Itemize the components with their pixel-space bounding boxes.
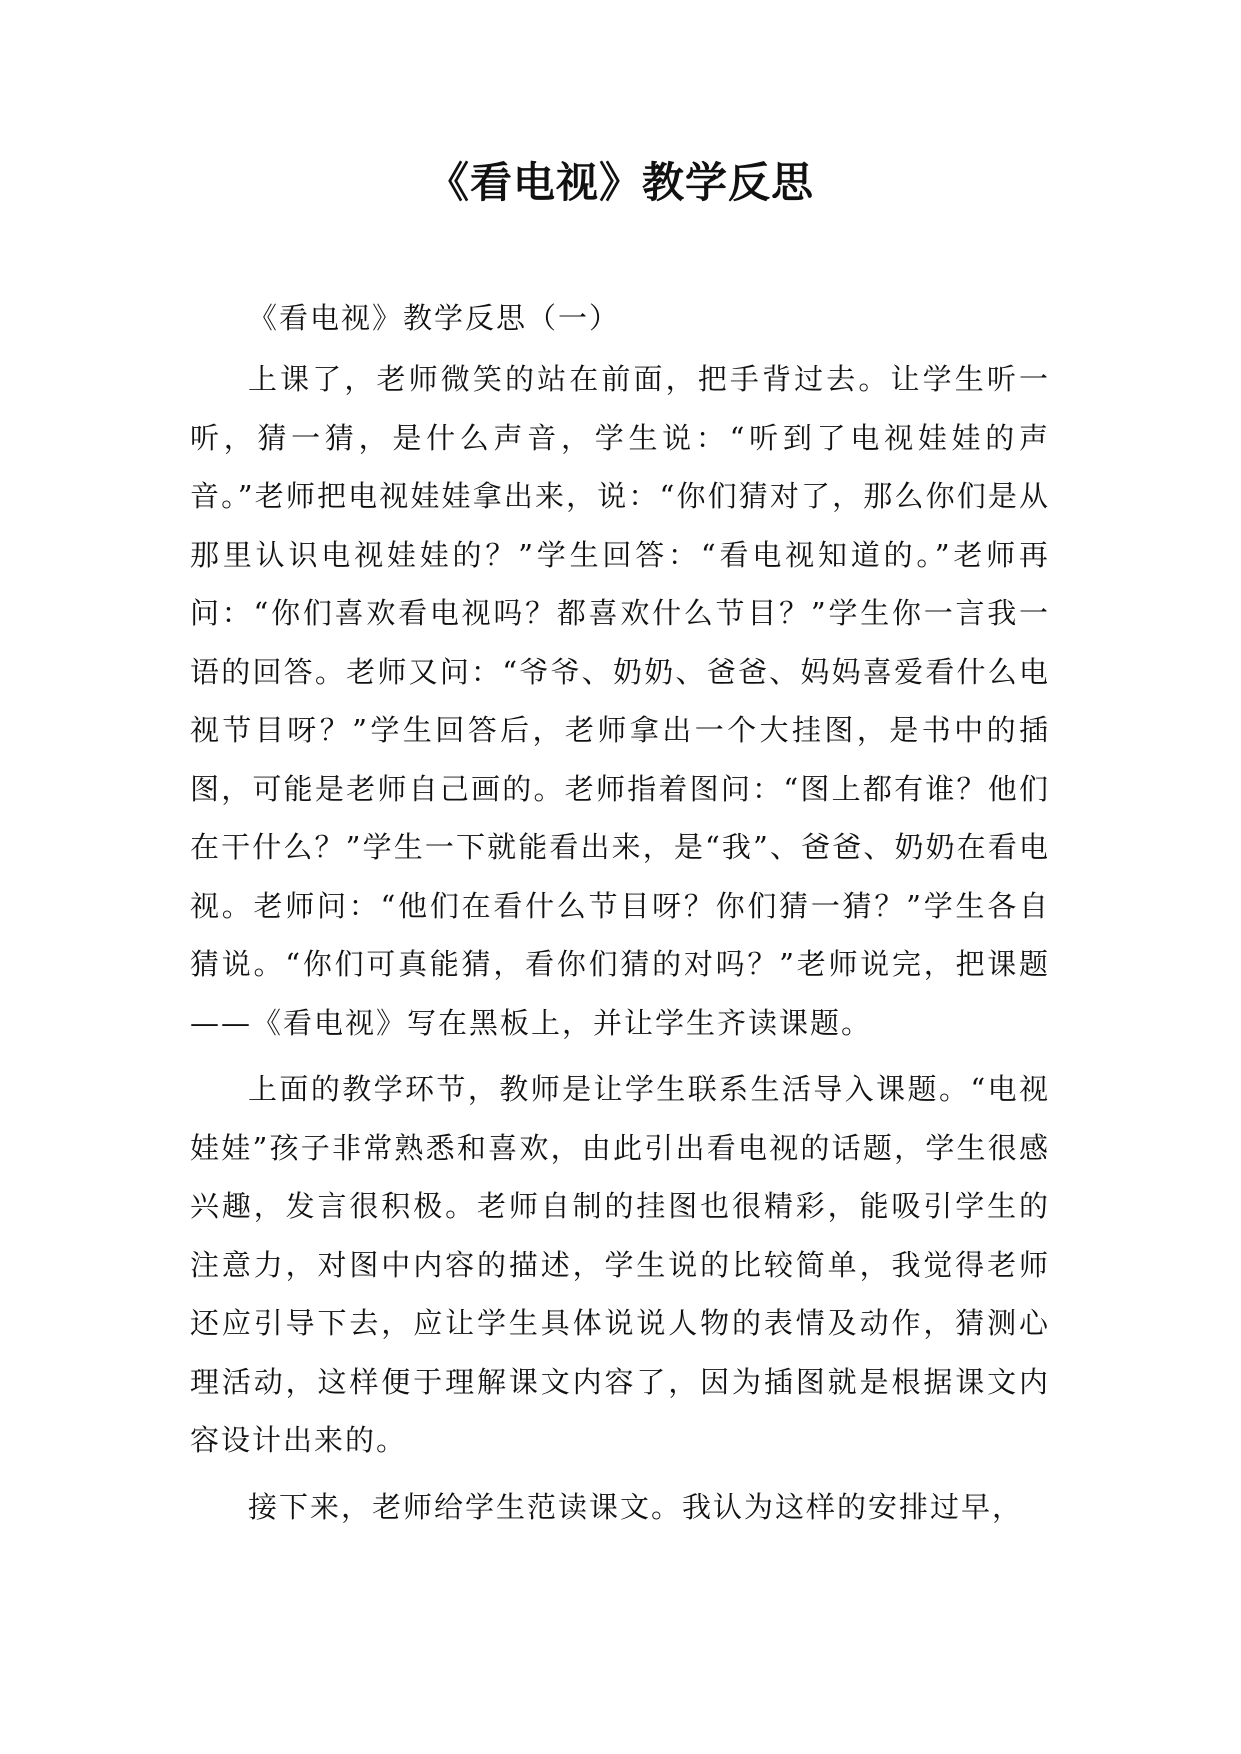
document-body [190,290,1050,1544]
section-heading: 《看电视》教学反思（一） [248,301,621,335]
paragraph-3: 接下来，老师给学生范读课文。我认为这样的安排过早， [248,1489,1024,1524]
document-title: 《看电视》教学反思 [426,158,814,207]
paragraph-1: 上课了，老师微笑的站在前面，把手背过去。让学生听一听，猜一猜，是什么声音，学生说：“听到了电视娃娃的声音。”老师把电视娃娃拿出来，说：“你们猜对了，那么你们是从那里认识电视娃娃的？”学生回答：“看电视知道的。”老师再问：“你们喜欢看电视吗？都喜欢什么节目？”学生你一言我一语的回答。老师又问：“爷爷、奶奶、爸爸、妈妈喜爱看什么电视节目呀？”学生回答后，老师拿出一个大挂图，是书中的插图，可能是老师自己画的。老师指着图问：“图上都有谁？他们在干什么？”学生一下就能看出来，是“我”、爸爸、奶奶在看电视。老师问：“他们在看什么节目呀？你们猜一猜？”学生各自猜说。“你们可真能猜，看你们猜的对吗？”老师说完，把课题——《看电视》写在黑板上，并让学生齐读课题。 [190,362,1050,1040]
paragraph-2: 上面的教学环节，教师是让学生联系生活导入课题。“电视娃娃”孩子非常熟悉和喜欢，由此引出看电视的话题，学生很感兴趣，发言很积极。老师自制的挂图也很精彩，能吸引学生的注意力，对图中内容的描述，学生说的比较简单，我觉得老师还应引导下去，应让学生具体说说人物的表情及动作，猜测心理活动，这样便于理解课文内容了，因为插图就是根据课文内容设计出来的。 [190,1072,1050,1457]
